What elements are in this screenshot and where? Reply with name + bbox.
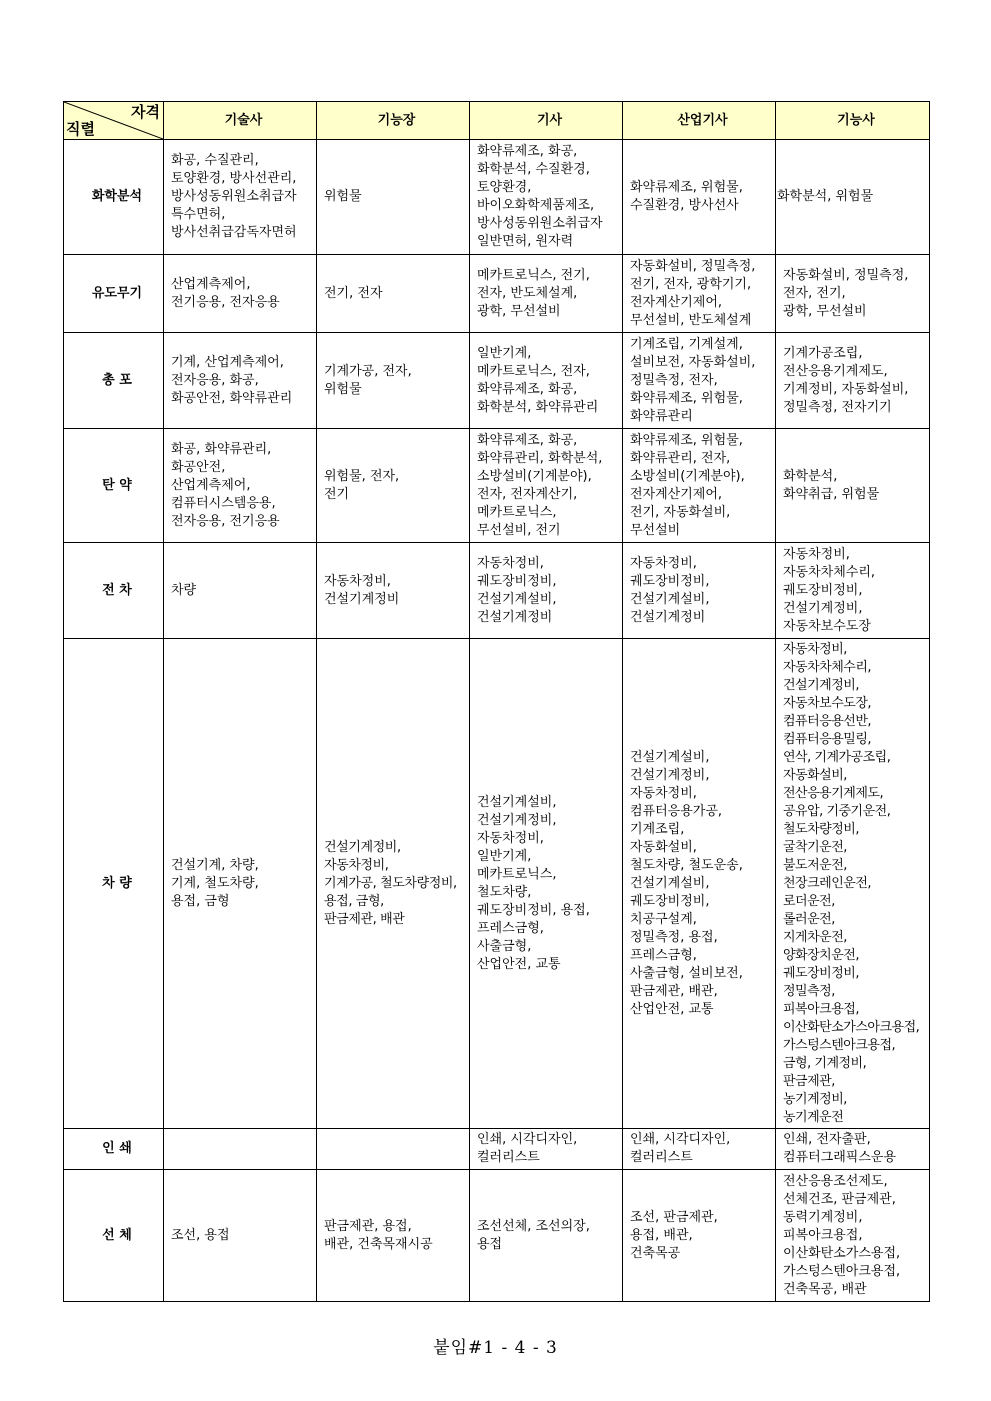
row-header: 차 량 [64,639,164,1129]
table-cell: 화학분석, 위험물 [776,140,930,255]
table-cell: 전산응용조선제도, 선체건조, 판금제관, 동력기계정비, 피복아크용접, 이산화탄소가스용접, 가스텅스텐아크용접, 건축목공, 배관 [776,1170,930,1302]
table-cell: 자동차정비, 자동차차체수리, 궤도장비정비, 건설기계정비, 자동차보수도장 [776,543,930,639]
table-cell: 조선, 용접 [164,1170,317,1302]
table-cell: 자동차정비, 궤도장비정비, 건설기계설비, 건설기계정비 [470,543,623,639]
row-header: 유도무기 [64,255,164,333]
table-cell: 메카트로닉스, 전기, 전자, 반도체설계, 광학, 무선설비 [470,255,623,333]
table-cell [164,1129,317,1170]
table-cell: 차량 [164,543,317,639]
row-header: 선 체 [64,1170,164,1302]
table-row [64,333,930,429]
row-header: 화학분석 [64,140,164,255]
column-header: 기능사 [776,102,930,140]
table-cell: 화약류제조, 위험물, 화약류관리, 전자, 소방설비(기계분야), 전자계산기제어, 전기, 자동화설비, 무선설비 [623,429,776,543]
table-row [64,255,930,333]
table-cell: 인쇄, 시각디자인, 컬러리스트 [623,1129,776,1170]
page-number: 붙임#1 - 4 - 3 [433,1338,558,1358]
table-row [64,639,930,1129]
table-cell: 위험물, 전자, 전기 [317,429,470,543]
corner-bottom-label: 직렬 [66,120,95,138]
column-header: 기술사 [164,102,317,140]
table-cell: 화약류제조, 위험물, 수질환경, 방사선사 [623,140,776,255]
table-cell: 건설기계설비, 건설기계정비, 자동차정비, 일반기계, 메카트로닉스, 철도차량, 궤도장비정비, 용접, 프레스금형, 사출금형, 산업안전, 교통 [470,639,623,1129]
table-cell: 자동화설비, 정밀측정, 전기, 전자, 광학기기, 전자계산기제어, 무선설비, 반도체설계 [623,255,776,333]
table-row [64,543,930,639]
corner-header-cell [64,102,164,140]
table-cell: 자동차정비, 자동차차체수리, 건설기계정비, 자동차보수도장, 컴퓨터응용선반, 컴퓨터응용밀링, 연삭, 기계가공조립, 자동화설비, 전산응용기계제도, 공유압, 기중기운전, 철도차량정비, 굴착기운전, 불도저운전, 천장크레인운전, 로더운전, 롤러운전, 지게차운전, 양화장치운전, 궤도장비정비, 정밀측정, 피복아크용접, 이산화탄소가스아크용접, 가스텅스텐아크용접, 금형, 기계정비, 판금제관, 농기계정비, 농기계운전 [776,639,930,1129]
table-cell: 기계, 산업계측제어, 전자응용, 화공, 화공안전, 화약류관리 [164,333,317,429]
table-cell: 건설기계정비, 자동차정비, 기계가공, 철도차량정비, 용접, 금형, 판금제관, 배관 [317,639,470,1129]
table-cell: 전기, 전자 [317,255,470,333]
table-cell: 화학분석, 화약취급, 위험물 [776,429,930,543]
table-cell: 화약류제조, 화공, 화학분석, 수질환경, 토양환경, 바이오화학제품제조, 방사성동위원소취급자 일반면허, 원자력 [470,140,623,255]
table-cell: 화공, 화약류관리, 화공안전, 산업계측제어, 컴퓨터시스템응용, 전자응용, 전기응용 [164,429,317,543]
row-header: 탄 약 [64,429,164,543]
table-cell: 일반기계, 메카트로닉스, 전자, 화약류제조, 화공, 화학분석, 화약류관리 [470,333,623,429]
table-cell [317,1129,470,1170]
table-cell: 자동차정비, 궤도장비정비, 건설기계설비, 건설기계정비 [623,543,776,639]
table-cell: 기계조립, 기계설계, 설비보전, 자동화설비, 정밀측정, 전자, 화약류제조, 위험물, 화약류관리 [623,333,776,429]
table-cell: 건설기계, 차량, 기계, 철도차량, 용접, 금형 [164,639,317,1129]
table-cell: 화약류제조, 화공, 화약류관리, 화학분석, 소방설비(기계분야), 전자, 전자계산기, 메카트로닉스, 무선설비, 전기 [470,429,623,543]
table-row [64,1129,930,1170]
table-cell: 위험물 [317,140,470,255]
table-cell: 기계가공, 전자, 위험물 [317,333,470,429]
row-header: 인 쇄 [64,1129,164,1170]
table-row [64,1170,930,1302]
table-cell: 건설기계설비, 건설기계정비, 자동차정비, 컴퓨터응용가공, 기계조립, 자동화설비, 철도차량, 철도운송, 건설기계설비, 궤도장비정비, 치공구설계, 정밀측정, 용접, 프레스금형, 사출금형, 설비보전, 판금제관, 배관, 산업안전, 교통 [623,639,776,1129]
table-cell: 자동화설비, 정밀측정, 전자, 전기, 광학, 무선설비 [776,255,930,333]
table-cell: 조선선체, 조선의장, 용접 [470,1170,623,1302]
corner-top-label: 자격 [131,103,160,121]
table-cell: 인쇄, 전자출판, 컴퓨터그래픽스운용 [776,1129,930,1170]
table-cell: 조선, 판금제관, 용접, 배관, 건축목공 [623,1170,776,1302]
column-header: 기사 [470,102,623,140]
table-cell: 인쇄, 시각디자인, 컬러리스트 [470,1129,623,1170]
column-header: 산업기사 [623,102,776,140]
table-cell: 자동차정비, 건설기계정비 [317,543,470,639]
table-row [64,429,930,543]
table-row [64,140,930,255]
row-header: 전 차 [64,543,164,639]
row-header: 총 포 [64,333,164,429]
table-cell: 기계가공조립, 전산응용기계제도, 기계정비, 자동화설비, 정밀측정, 전자기기 [776,333,930,429]
header-row [64,102,930,140]
qualification-table [63,101,930,1302]
table-cell: 판금제관, 용접, 배관, 건축목재시공 [317,1170,470,1302]
table-cell: 산업계측제어, 전기응용, 전자응용 [164,255,317,333]
table-cell: 화공, 수질관리, 토양환경, 방사선관리, 방사성동위원소취급자 특수면허, 방사선취급감독자면허 [164,140,317,255]
column-header: 기능장 [317,102,470,140]
